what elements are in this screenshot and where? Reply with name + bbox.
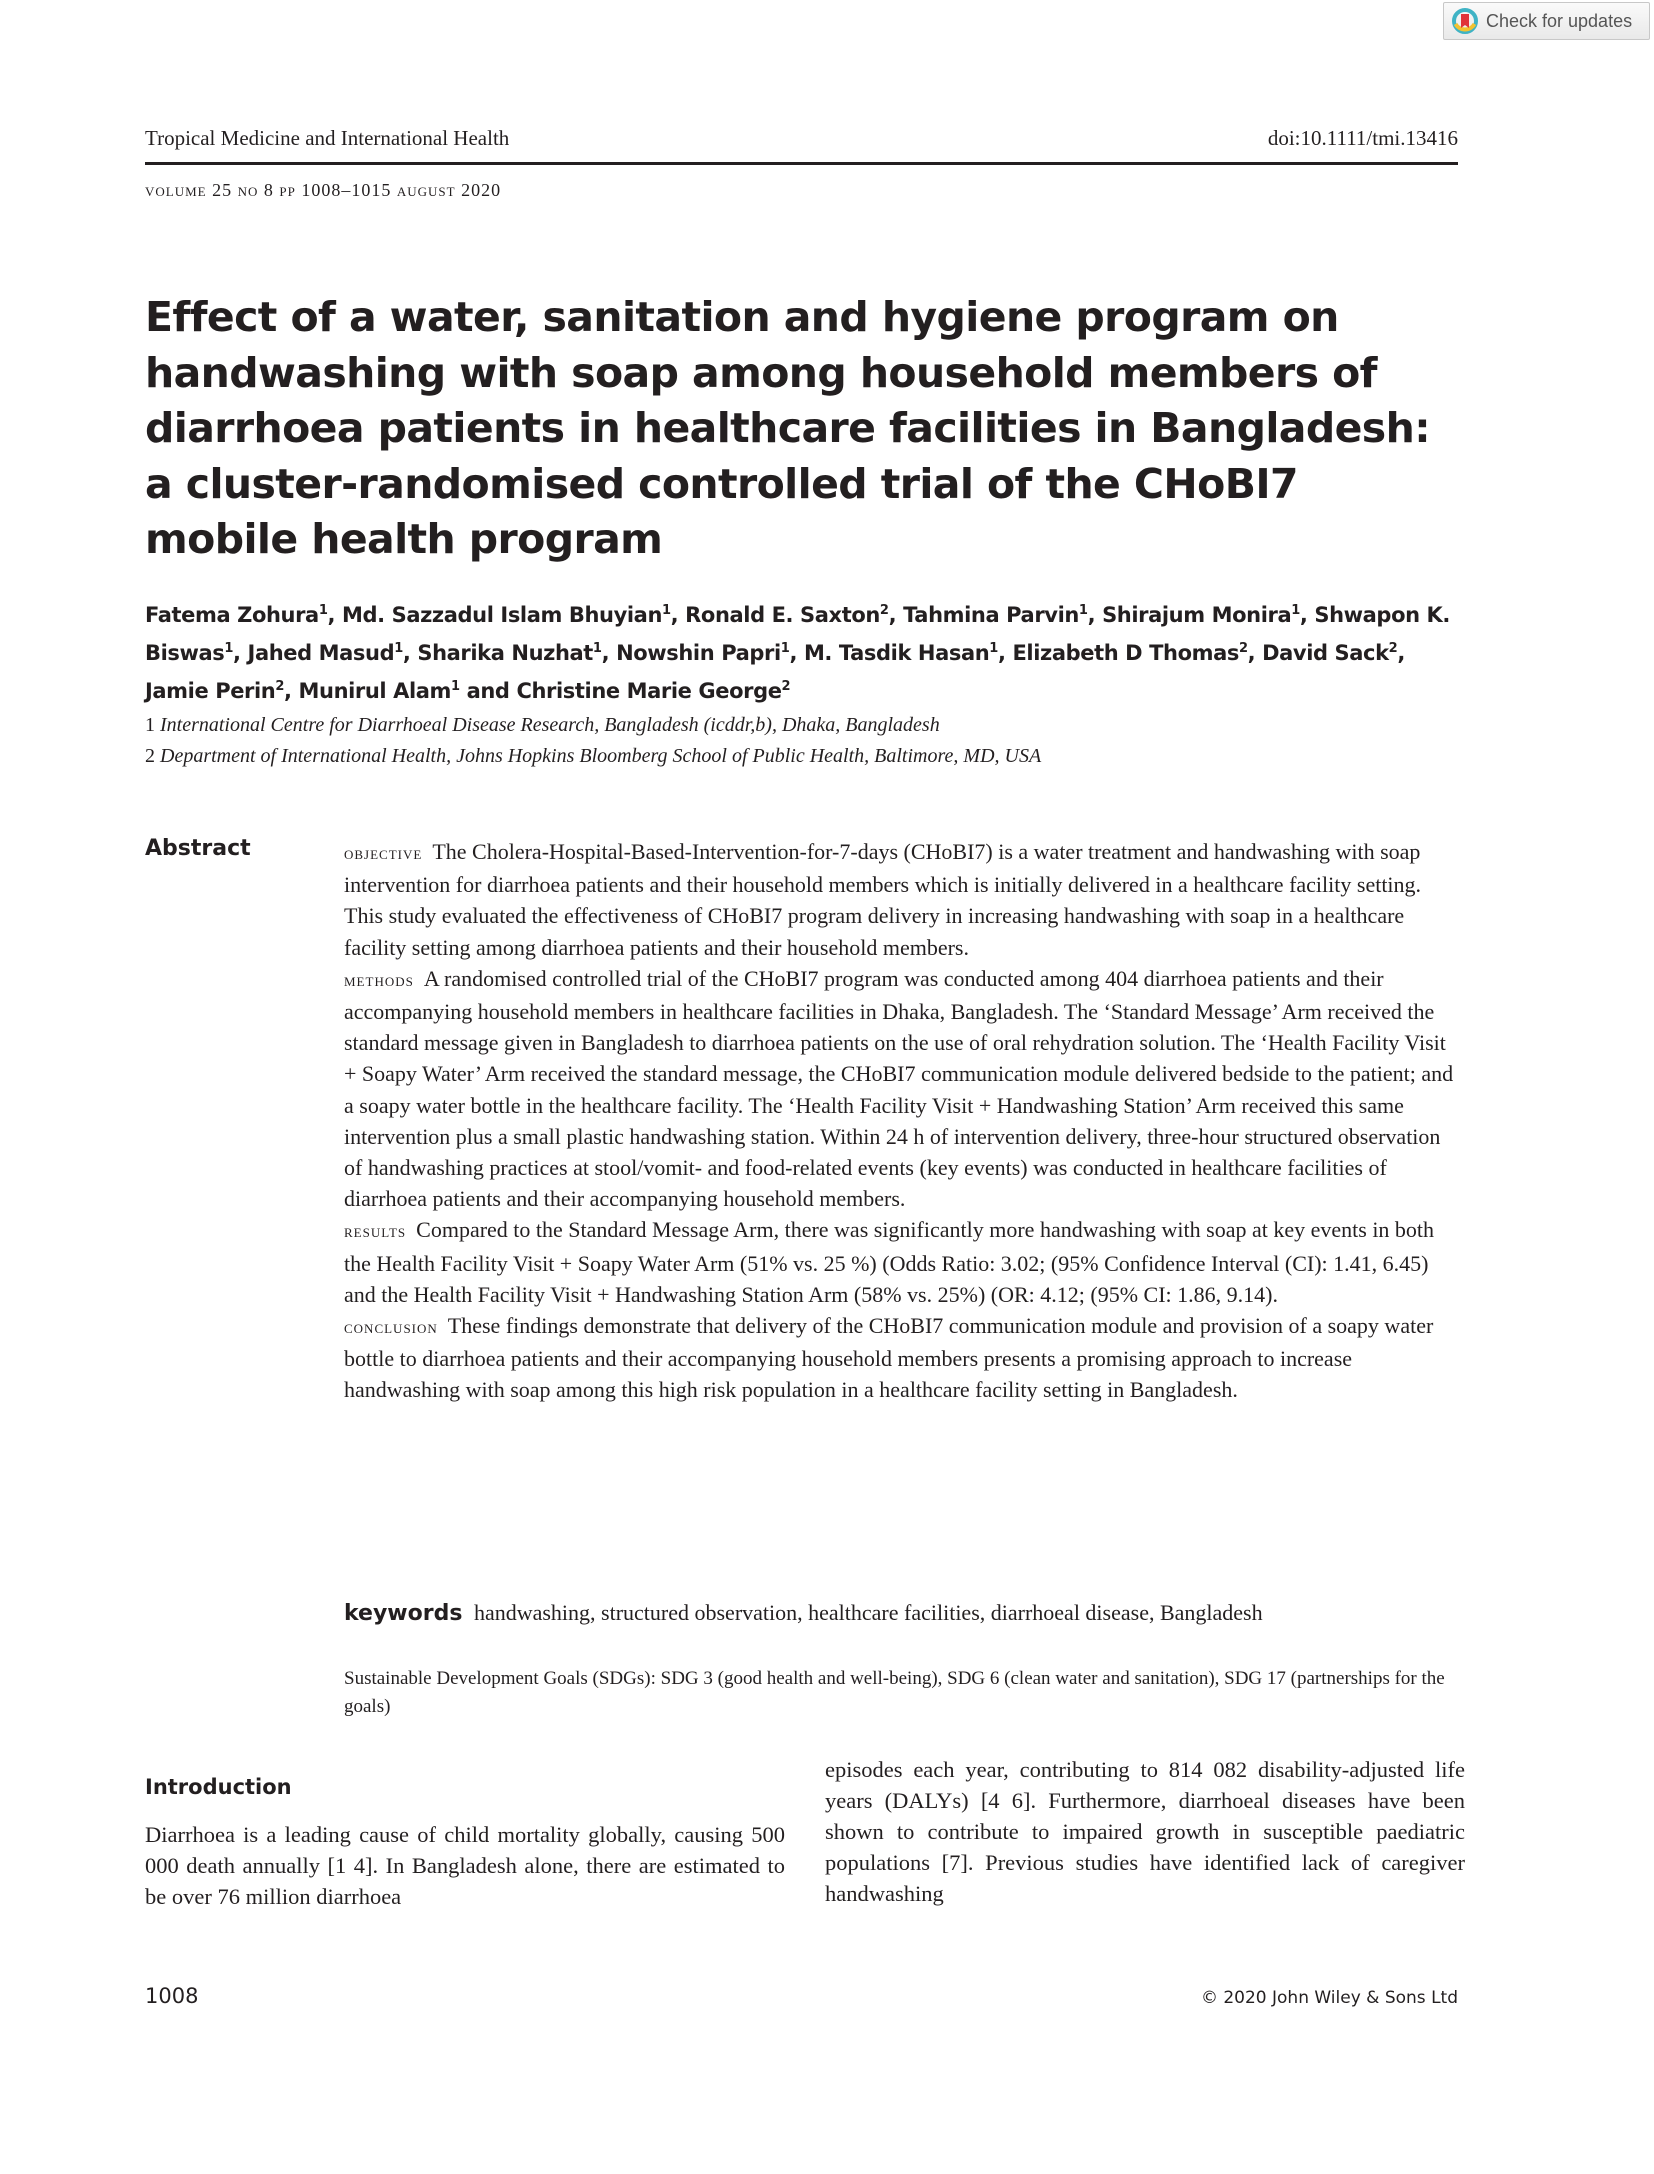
author-name[interactable]: Nowshin Papri: [616, 641, 781, 665]
author-separator: and: [459, 679, 517, 703]
author-name[interactable]: Shwapon K. Biswas: [145, 603, 1451, 665]
author-affiliation-marker: 1: [224, 641, 234, 656]
author-affiliation-marker: 2: [879, 603, 889, 618]
author-name[interactable]: Fatema Zohura: [145, 603, 319, 627]
abstract-section-heading: results: [344, 1221, 407, 1243]
author-affiliation-marker: 1: [989, 641, 998, 656]
keywords-text: handwashing, structured observation, healthcare facilities, diarrhoeal disease, Bangladesh: [473, 1600, 1263, 1625]
author-separator: ,: [1299, 603, 1315, 627]
author-list: [145, 594, 1475, 708]
author-separator: ,: [1397, 641, 1405, 665]
affiliation-number: 1: [145, 714, 160, 736]
sdg-label: Sustainable Development Goals (SDGs):: [344, 1668, 656, 1689]
copyright-notice: © 2020 John Wiley & Sons Ltd: [1200, 1988, 1458, 2008]
introduction-column-left: Diarrhoea is a leading cause of child mortality globally, causing 500 000 death annually [1 4]. In Bangladesh alone, there are estimated to be over 76 million diarrhoea: [145, 1822, 785, 1909]
author-separator: ,: [233, 641, 248, 665]
author-affiliation-marker: 1: [451, 679, 460, 694]
author-name[interactable]: Sharika Nuzhat: [417, 641, 593, 665]
author-name[interactable]: Jamie Perin: [145, 679, 276, 703]
author-affiliation-marker: 2: [275, 679, 285, 694]
author-affiliation-marker: 1: [1291, 603, 1300, 618]
sdg-goals: [344, 1665, 1464, 1721]
author-name[interactable]: M. Tasdik Hasan: [803, 641, 990, 665]
abstract-section-text: Compared to the Standard Message Arm, there was significantly more handwashing with soap at key events in both the Health Facility Visit + Soapy Water Arm (51% vs. 25 %) (Odds Ratio: 3.02; (95% Confidence Interval (CI): 1.41, 6.45) and the Health Facility Visit + Handwashing Station Arm (58% vs. 25%) (OR: 4.12; (95% CI: 1.86, 9.14).: [344, 1217, 1435, 1307]
author-affiliation-marker: 2: [1388, 641, 1398, 656]
author-name[interactable]: Christine Marie George: [516, 679, 782, 703]
author-affiliation-marker: 1: [780, 641, 790, 656]
journal-name: Tropical Medicine and International Health: [145, 126, 510, 150]
author-separator: ,: [1087, 603, 1103, 627]
affiliation-text: Department of International Health, Johns Hopkins Bloomberg School of Public Health, Baltimore, MD, USA: [160, 745, 1042, 767]
abstract-section-objective: [344, 836, 1454, 963]
abstract-section-conclusion: [344, 1310, 1454, 1406]
author-affiliation-marker: 1: [318, 603, 328, 618]
author-name[interactable]: Shirajum Monira: [1102, 603, 1292, 627]
keywords: [344, 1600, 1263, 1626]
affiliation-number: 2: [145, 745, 160, 767]
affiliation-item: [145, 741, 1041, 772]
introduction-heading: Introduction: [145, 1775, 292, 1799]
doi-link[interactable]: doi:10.1111/tmi.13416: [1267, 126, 1458, 150]
author-affiliation-marker: 1: [1078, 603, 1088, 618]
author-name[interactable]: David Sack: [1262, 641, 1389, 665]
author-affiliation-marker: 1: [394, 641, 403, 656]
abstract-body: [344, 836, 1454, 1406]
author-name[interactable]: Jahed Masud: [247, 641, 395, 665]
page-number: 1008: [145, 1984, 199, 2008]
abstract-section-heading: objective: [344, 843, 423, 864]
header-divider: [145, 162, 1458, 165]
abstract-section-text: The Cholera-Hospital-Based-Intervention-for-7-days (CHoBI7) is a water treatment and handwashing with soap intervention for diarrhoea patients and their household members which is initially delivered in a healthcare facility setting. This study evaluated the effectiveness of CHoBI7 program delivery in increasing handwashing with soap in a healthcare facility setting among diarrhoea patients and their household members.: [344, 839, 1422, 960]
author-separator: ,: [402, 641, 418, 665]
author-separator: ,: [997, 641, 1013, 665]
author-separator: ,: [1247, 641, 1263, 665]
introduction-column-right: episodes each year, contributing to 814 082 disability-adjusted life years (DALYs) [4 6]. Furthermore, diarrhoeal diseases have been shown to contribute to impaired growth in susceptible paediatric populations [7]. Previous studies have identified lack of caregiver handwashing: [825, 1757, 1465, 1906]
check-for-updates-label: Check for updates: [1486, 10, 1633, 31]
sdg-text: SDG 3 (good health and well-being), SDG 6 (clean water and sanitation), SDG 17 (partnerships for the goals): [344, 1668, 1445, 1717]
author-name[interactable]: Elizabeth D Thomas: [1012, 641, 1239, 665]
author-separator: ,: [327, 603, 342, 627]
abstract-label: Abstract: [145, 836, 251, 861]
author-name[interactable]: Md. Sazzadul Islam Bhuyian: [341, 603, 662, 627]
author-separator: ,: [888, 603, 904, 627]
author-separator: ,: [284, 679, 299, 703]
abstract-section-text: These findings demonstrate that delivery of the CHoBI7 communication module and provision of a soapy water bottle to diarrhoea patients and their accompanying household members presents a promising approach to increase handwashing with soap among this high risk population in a healthcare facility setting in Bangladesh.: [344, 1313, 1434, 1403]
author-affiliation-marker: 2: [1238, 641, 1248, 656]
affiliation-text: International Centre for Diarrhoeal Disease Research, Bangladesh (icddr,b), Dhaka, Bangladesh: [160, 714, 940, 736]
abstract-section-results: [344, 1214, 1454, 1310]
author-separator: ,: [789, 641, 804, 665]
abstract-section-heading: methods: [344, 969, 414, 991]
author-name[interactable]: Ronald E. Saxton: [685, 603, 880, 627]
abstract-section-heading: conclusion: [344, 1317, 438, 1339]
affiliations: [145, 710, 1041, 772]
volume-info: volume 25 no 8 pp 1008–1015 august 2020: [145, 180, 502, 200]
author-separator: ,: [601, 641, 617, 665]
author-affiliation-marker: 1: [662, 603, 671, 618]
author-name[interactable]: Tahmina Parvin: [903, 603, 1079, 627]
crossmark-icon: [1452, 8, 1478, 34]
author-affiliation-marker: 1: [592, 641, 602, 656]
author-affiliation-marker: 2: [781, 679, 791, 694]
article-title: Effect of a water, sanitation and hygiene program on handwashing with soap among household members of diarrhoea patients in healthcare facilities in Bangladesh: a cluster-randomised controlled trial of the CHoBI7 mobile health program: [145, 293, 1430, 563]
check-for-updates-button[interactable]: [1443, 2, 1650, 40]
keywords-label: keywords: [344, 1601, 463, 1626]
abstract-section-text: A randomised controlled trial of the CHoBI7 program was conducted among 404 diarrhoea patients and their accompanying household members in healthcare facilities in Dhaka, Bangladesh. The ‘Standard Message’ Arm received the standard message given in Bangladesh to diarrhoea patients on the use of oral rehydration solution. The ‘Health Facility Visit + Soapy Water’ Arm received the standard message, the CHoBI7 communication module delivered bedside to the patient; and a soapy water bottle in the healthcare facility. The ‘Health Facility Visit + Handwashing Station’ Arm received this same intervention plus a small plastic handwashing station. Within 24 h of intervention delivery, three-hour structured observation of handwashing practices at stool/vomit- and food-related events (key events) was conducted in healthcare facilities of diarrhoea patients and their accompanying household members.: [344, 965, 1454, 1212]
author-name[interactable]: Munirul Alam: [298, 679, 452, 703]
affiliation-item: [145, 710, 1041, 741]
author-separator: ,: [670, 603, 686, 627]
abstract-section-methods: [344, 963, 1454, 1215]
